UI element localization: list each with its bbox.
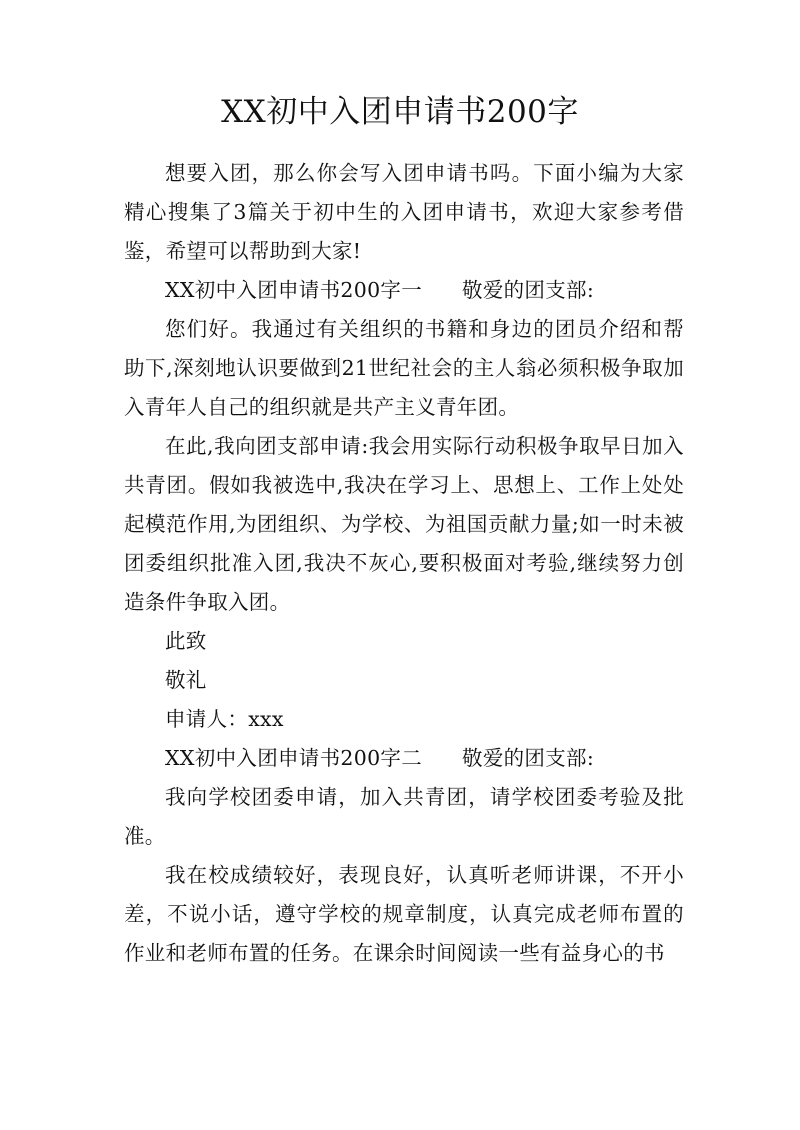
letter-two-salutation: 敬爱的团支部:: [462, 746, 595, 770]
letter-one-heading-line: [124, 271, 684, 310]
letter-two-heading-line: [124, 739, 684, 778]
intro-paragraph: 想要入团，那么你会写入团申请书吗。下面小编为大家精心搜集了3篇关于初中生的入团申请书，欢迎大家参考借鉴，希望可以帮助到大家!: [124, 161, 684, 263]
letter-one-salutation: 敬爱的团支部:: [462, 278, 595, 302]
closing-jingli: 敬礼: [165, 668, 207, 692]
document-title: XX初中入团申请书200字: [221, 94, 579, 130]
letter-two-paragraph-1: 我向学校团委申请，加入共青团，请学校团委考验及批准。: [124, 785, 684, 848]
letter-two-paragraph-2: 我在校成绩较好，表现良好，认真听老师讲课，不开小差，不说小话，遵守学校的规章制度，认真完成老师布置的作业和老师布置的任务。在课余时间阅读一些有益身心的书: [124, 863, 684, 965]
applicant-signature: 申请人：xxx: [165, 707, 284, 731]
letter-one-title: XX初中入团申请书200字一: [165, 278, 423, 302]
closing-cizhi: 此致: [165, 629, 207, 653]
letter-two-title: XX初中入团申请书200字二: [165, 746, 423, 770]
letter-one-paragraph-2: 在此,我向团支部申请:我会用实际行动积极争取早日加入共青团。假如我被选中,我决在学习上、思想上、工作上处处起模范作用,为团组织、为学校、为祖国贡献力量;如一时未被团委组织批准入团,我决不灰心,要积极面对考验,继续努力创造条件争取入团。: [124, 434, 684, 614]
document-body: [124, 154, 684, 973]
letter-one-paragraph-1: 您们好。我通过有关组织的书籍和身边的团员介绍和帮助下,深刻地认识要做到21世纪社会的主人翁必须积极争取加入青年人自己的组织就是共产主义青年团。: [124, 317, 684, 419]
